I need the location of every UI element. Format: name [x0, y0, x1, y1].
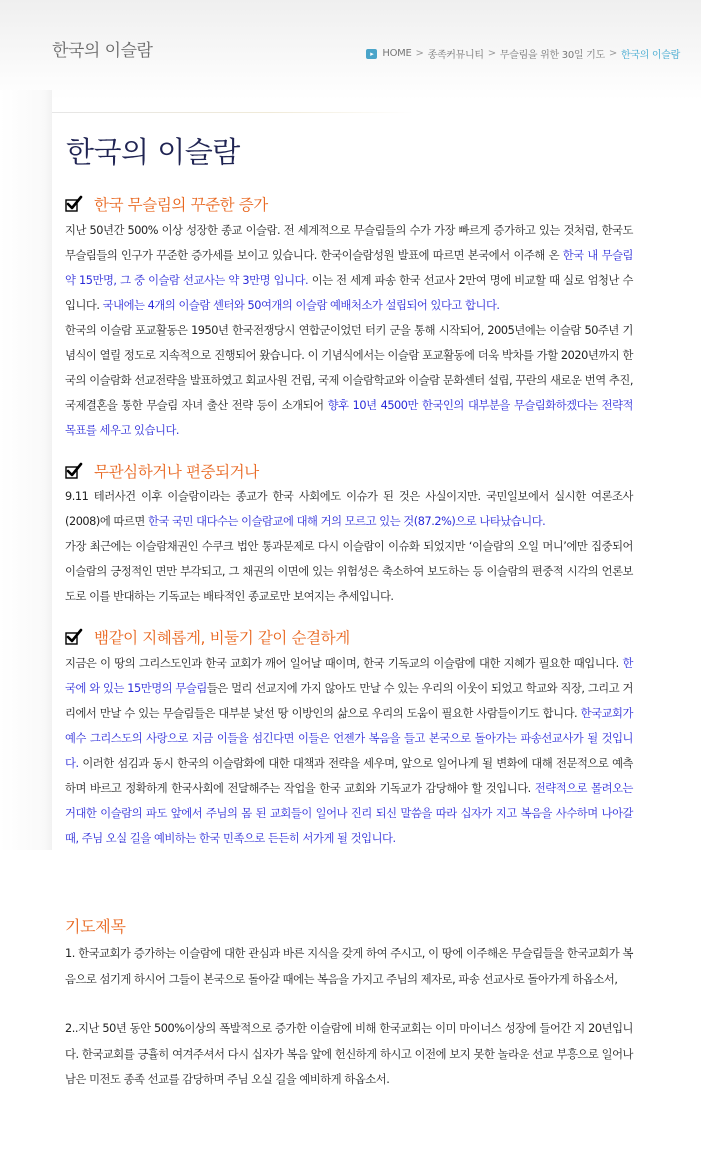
section-2	[65, 460, 633, 609]
body-text: 가장 최근에는 이슬람채권인 수쿠크 법안 통과문제로 다시 이슬람이 이슈화 되었지만 ‘이슬람의 오일 머니’에만 집중되어 이슬람의 긍정적인 면만 부각되고, 그 채권의 이면에 있는 위험성은 축소하여 보도하는 등 이슬람의 편중적 시각의 언론보도로 이를 반대하는 기독교는 배타적인 종교로만 보여지는 추세입니다.	[65, 540, 633, 603]
breadcrumb-prayer30[interactable]: 무슬림을 위한 30일 기도	[499, 50, 605, 61]
prayer-item: 2..지난 50년 동안 500%이상의 폭발적으로 증가한 이슬람에 비해 한국교회는 이미 마이너스 성장에 들어간 지 20년입니다. 한국교회를 긍휼히 여겨주셔서 다시 십자가 복음 앞에 헌신하게 하시고 이전에 보지 못한 놀라운 선교 부흥으로 일어나 남은 미전도 종족 선교를 감당하며 주님 오실 길을 예비하게 하옵소서.	[65, 1022, 633, 1086]
section-title: 뱀같이 지혜롭게, 비둘기 같이 순결하게	[94, 629, 350, 647]
body-text: 이러한 섬김과 동시 한국의 이슬람화에 대한 대책과 전략을 세우며, 앞으로 일어나게 될 변화에 대해 전문적으로 예측하며 바르고 정확하게 한국사회에 전달해주는 작업을 한국 교회와 기독교가 감당해야 할 것입니다.	[65, 757, 633, 795]
home-icon[interactable]: ▸	[366, 49, 377, 59]
paragraph	[65, 218, 633, 318]
breadcrumb	[366, 46, 680, 61]
breadcrumb-separator: >	[487, 48, 496, 59]
prayer-title: 기도제목	[65, 917, 126, 936]
body-text: 9.11 테러사건 이후 이슬람이라는 종교가 한국 사회에도 이슈가 된 것은 사실이지만. 국민일보에서 실시한 여론조사(2008)에 따르면	[65, 490, 633, 528]
article-content	[65, 193, 633, 851]
prayer-topics	[65, 914, 633, 1093]
highlighted-text: 한국교회가 예수 그리스도의 사랑으로 지금 이들을 섬긴다면 이들은 언젠가 복음을 들고 본국으로 돌아가는 파송선교사가 될 것입니다.	[65, 707, 633, 770]
paragraph	[65, 318, 633, 443]
section-3	[65, 626, 633, 851]
section-name: 한국의 이슬람	[52, 41, 153, 61]
section-title: 무관심하거나 편중되거나	[94, 463, 259, 481]
highlighted-text: 국내에는 4개의 이슬람 센터와 50여개의 이슬람 예배처소가 설립되어 있다고 합니다.	[102, 299, 500, 312]
body-text: 들은 멀리 선교지에 가지 않아도 만날 수 있는 우리의 이웃이 되었고 학교와 직장, 그리고 거리에서 만날 수 있는 무슬림들은 대부분 낯선 땅 이방인의 삶으로 우리의 도움이 필요한 사람들이기도 합니다.	[65, 682, 634, 720]
paragraph	[65, 651, 633, 851]
side-shadow	[0, 90, 52, 850]
section-title: 한국 무슬림의 꾸준한 증가	[94, 196, 268, 214]
check-icon	[65, 462, 83, 480]
body-text: 지금은 이 땅의 그리스도인과 한국 교회가 깨어 일어날 때이며, 한국 기독교의 이슬람에 대한 지혜가 필요한 때입니다.	[65, 657, 623, 670]
highlighted-text: 한국 내 무슬림 약 15만명, 그 중 이슬람 선교사는 약 3만명 입니다.	[65, 249, 633, 287]
body-text: 이는 전 세계 파송 한국 선교사 2만여 명에 비교할 때 실로 엄청난 수입니다.	[65, 274, 633, 312]
paragraph	[65, 534, 633, 609]
section-1	[65, 193, 633, 443]
highlighted-text: 향후 10년 4500만 한국인의 대부분을 무슬림화하겠다는 전략적 목표를 세우고 있습니다.	[65, 399, 633, 437]
breadcrumb-separator: >	[415, 48, 424, 59]
divider	[52, 112, 414, 113]
check-icon	[65, 628, 83, 646]
highlighted-text: 한국에 와 있는 15만명의 무슬림	[65, 657, 633, 695]
highlighted-text: 전략적으로 몰려오는 거대한 이슬람의 파도 앞에서 주님의 몸 된 교회들이 일어나 진리 되신 말씀을 따라 십자가 지고 복음을 사수하며 나아갈 때, 주님 오실 길을 예비하는 한국 민족으로 든든히 서가게 될 것입니다.	[65, 782, 633, 845]
breadcrumb-current[interactable]: 한국의 이슬람	[620, 50, 680, 61]
check-icon	[65, 195, 83, 213]
highlighted-text: 한국 국민 대다수는 이슬람교에 대해 거의 모르고 있는 것(87.2%)으로 나타났습니다.	[148, 515, 546, 528]
breadcrumb-separator: >	[608, 48, 617, 59]
paragraph	[65, 484, 633, 534]
page-title: 한국의 이슬람	[66, 135, 240, 169]
body-text: 한국의 이슬람 포교활동은 1950년 한국전쟁당시 연합군이었던 터키 군을 통해 시작되어, 2005년에는 이슬람 50주년 기념식이 열릴 정도로 지속적으로 진행되어 왔습니다. 이 기념식에서는 이슬람 포교활동에 더욱 박차를 가할 2020년까지 한국의 이슬람화 선교전략을 발표하였고 회교사원 건립, 국제 이슬람학교와 이슬람 문화센터 설립, 꾸란의 새로운 번역 추진, 국제결혼을 통한 무슬림 자녀 출산 전략 등이 소개되어	[65, 324, 633, 412]
body-text: 지난 50년간 500% 이상 성장한 종교 이슬람. 전 세계적으로 무슬림들의 수가 가장 빠르게 증가하고 있는 것처럼, 한국도 무슬림들의 인구가 꾸준한 증가세를 보이고 있습니다. 한국이슬람성원 발표에 따르면 본국에서 이주해 온	[65, 224, 633, 262]
breadcrumb-community[interactable]: 종족커뮤니티	[427, 50, 484, 61]
breadcrumb-home[interactable]: HOME	[382, 48, 412, 59]
prayer-item: 1. 한국교회가 증가하는 이슬람에 대한 관심과 바른 지식을 갖게 하여 주시고, 이 땅에 이주해온 무슬림들을 한국교회가 복음으로 섬기게 하시어 그들이 본국으로 돌아갈 때에는 복음을 가지고 주님의 제자로, 파송 선교사로 돌아가게 하옵소서,	[65, 947, 633, 986]
